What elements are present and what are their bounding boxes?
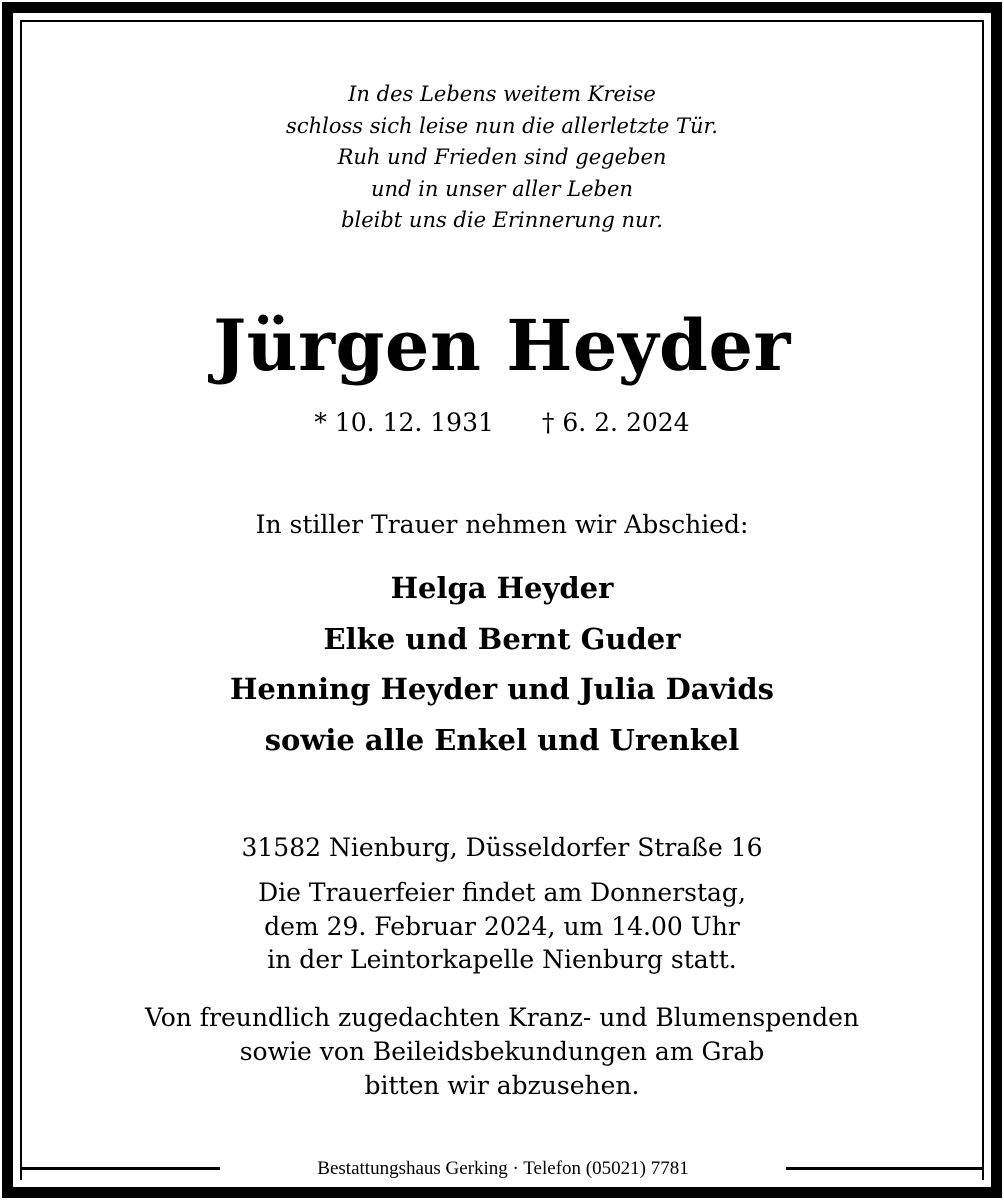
poem-line: bleibt uns die Erinnerung nur. xyxy=(341,208,663,232)
death-date: † 6. 2. 2024 xyxy=(541,408,690,437)
donations-line: bitten wir abzusehen. xyxy=(364,1071,640,1100)
family-address: 31582 Nienburg, Düsseldorfer Straße 16 xyxy=(241,833,763,862)
ceremony-line: Die Trauerfeier findet am Donnerstag, xyxy=(258,878,746,907)
footer-divider-left xyxy=(20,1167,220,1170)
mourner-line: sowie alle Enkel und Urenkel xyxy=(264,722,740,757)
ceremony-notice xyxy=(0,876,1004,977)
poem-line: Ruh und Frieden sind gegeben xyxy=(337,145,667,169)
deceased-name: Jürgen Heyder xyxy=(213,304,791,387)
mourning-intro: In stiller Trauer nehmen wir Abschied: xyxy=(255,510,749,539)
poem-line: In des Lebens weitem Kreise xyxy=(348,82,656,106)
poem-line: schloss sich leise nun die allerletzte Tür. xyxy=(286,113,718,138)
footer-divider-right xyxy=(786,1167,984,1170)
funeral-home-footer: Bestattungshaus Gerking · Telefon (05021) 7781 xyxy=(222,1156,784,1182)
mourner-line: Elke und Bernt Guder xyxy=(323,621,681,656)
mourner-line: Henning Heyder und Julia Davids xyxy=(230,672,774,706)
ceremony-line: in der Leintorkapelle Nienburg statt. xyxy=(267,945,737,974)
donations-notice xyxy=(0,1001,1004,1103)
birth-date: * 10. 12. 1931 xyxy=(314,408,494,437)
donations-line: sowie von Beileidsbekundungen am Grab xyxy=(239,1037,765,1066)
mourners-list xyxy=(0,563,1004,765)
mourner-line: Helga Heyder xyxy=(390,571,614,605)
donations-line: Von freundlich zugedachten Kranz- und Blumenspenden xyxy=(144,1003,860,1032)
memorial-poem xyxy=(0,79,1004,237)
life-dates xyxy=(0,406,1004,440)
ceremony-line: dem 29. Februar 2024, um 14.00 Uhr xyxy=(264,911,740,941)
poem-line: und in unser aller Leben xyxy=(371,176,633,201)
